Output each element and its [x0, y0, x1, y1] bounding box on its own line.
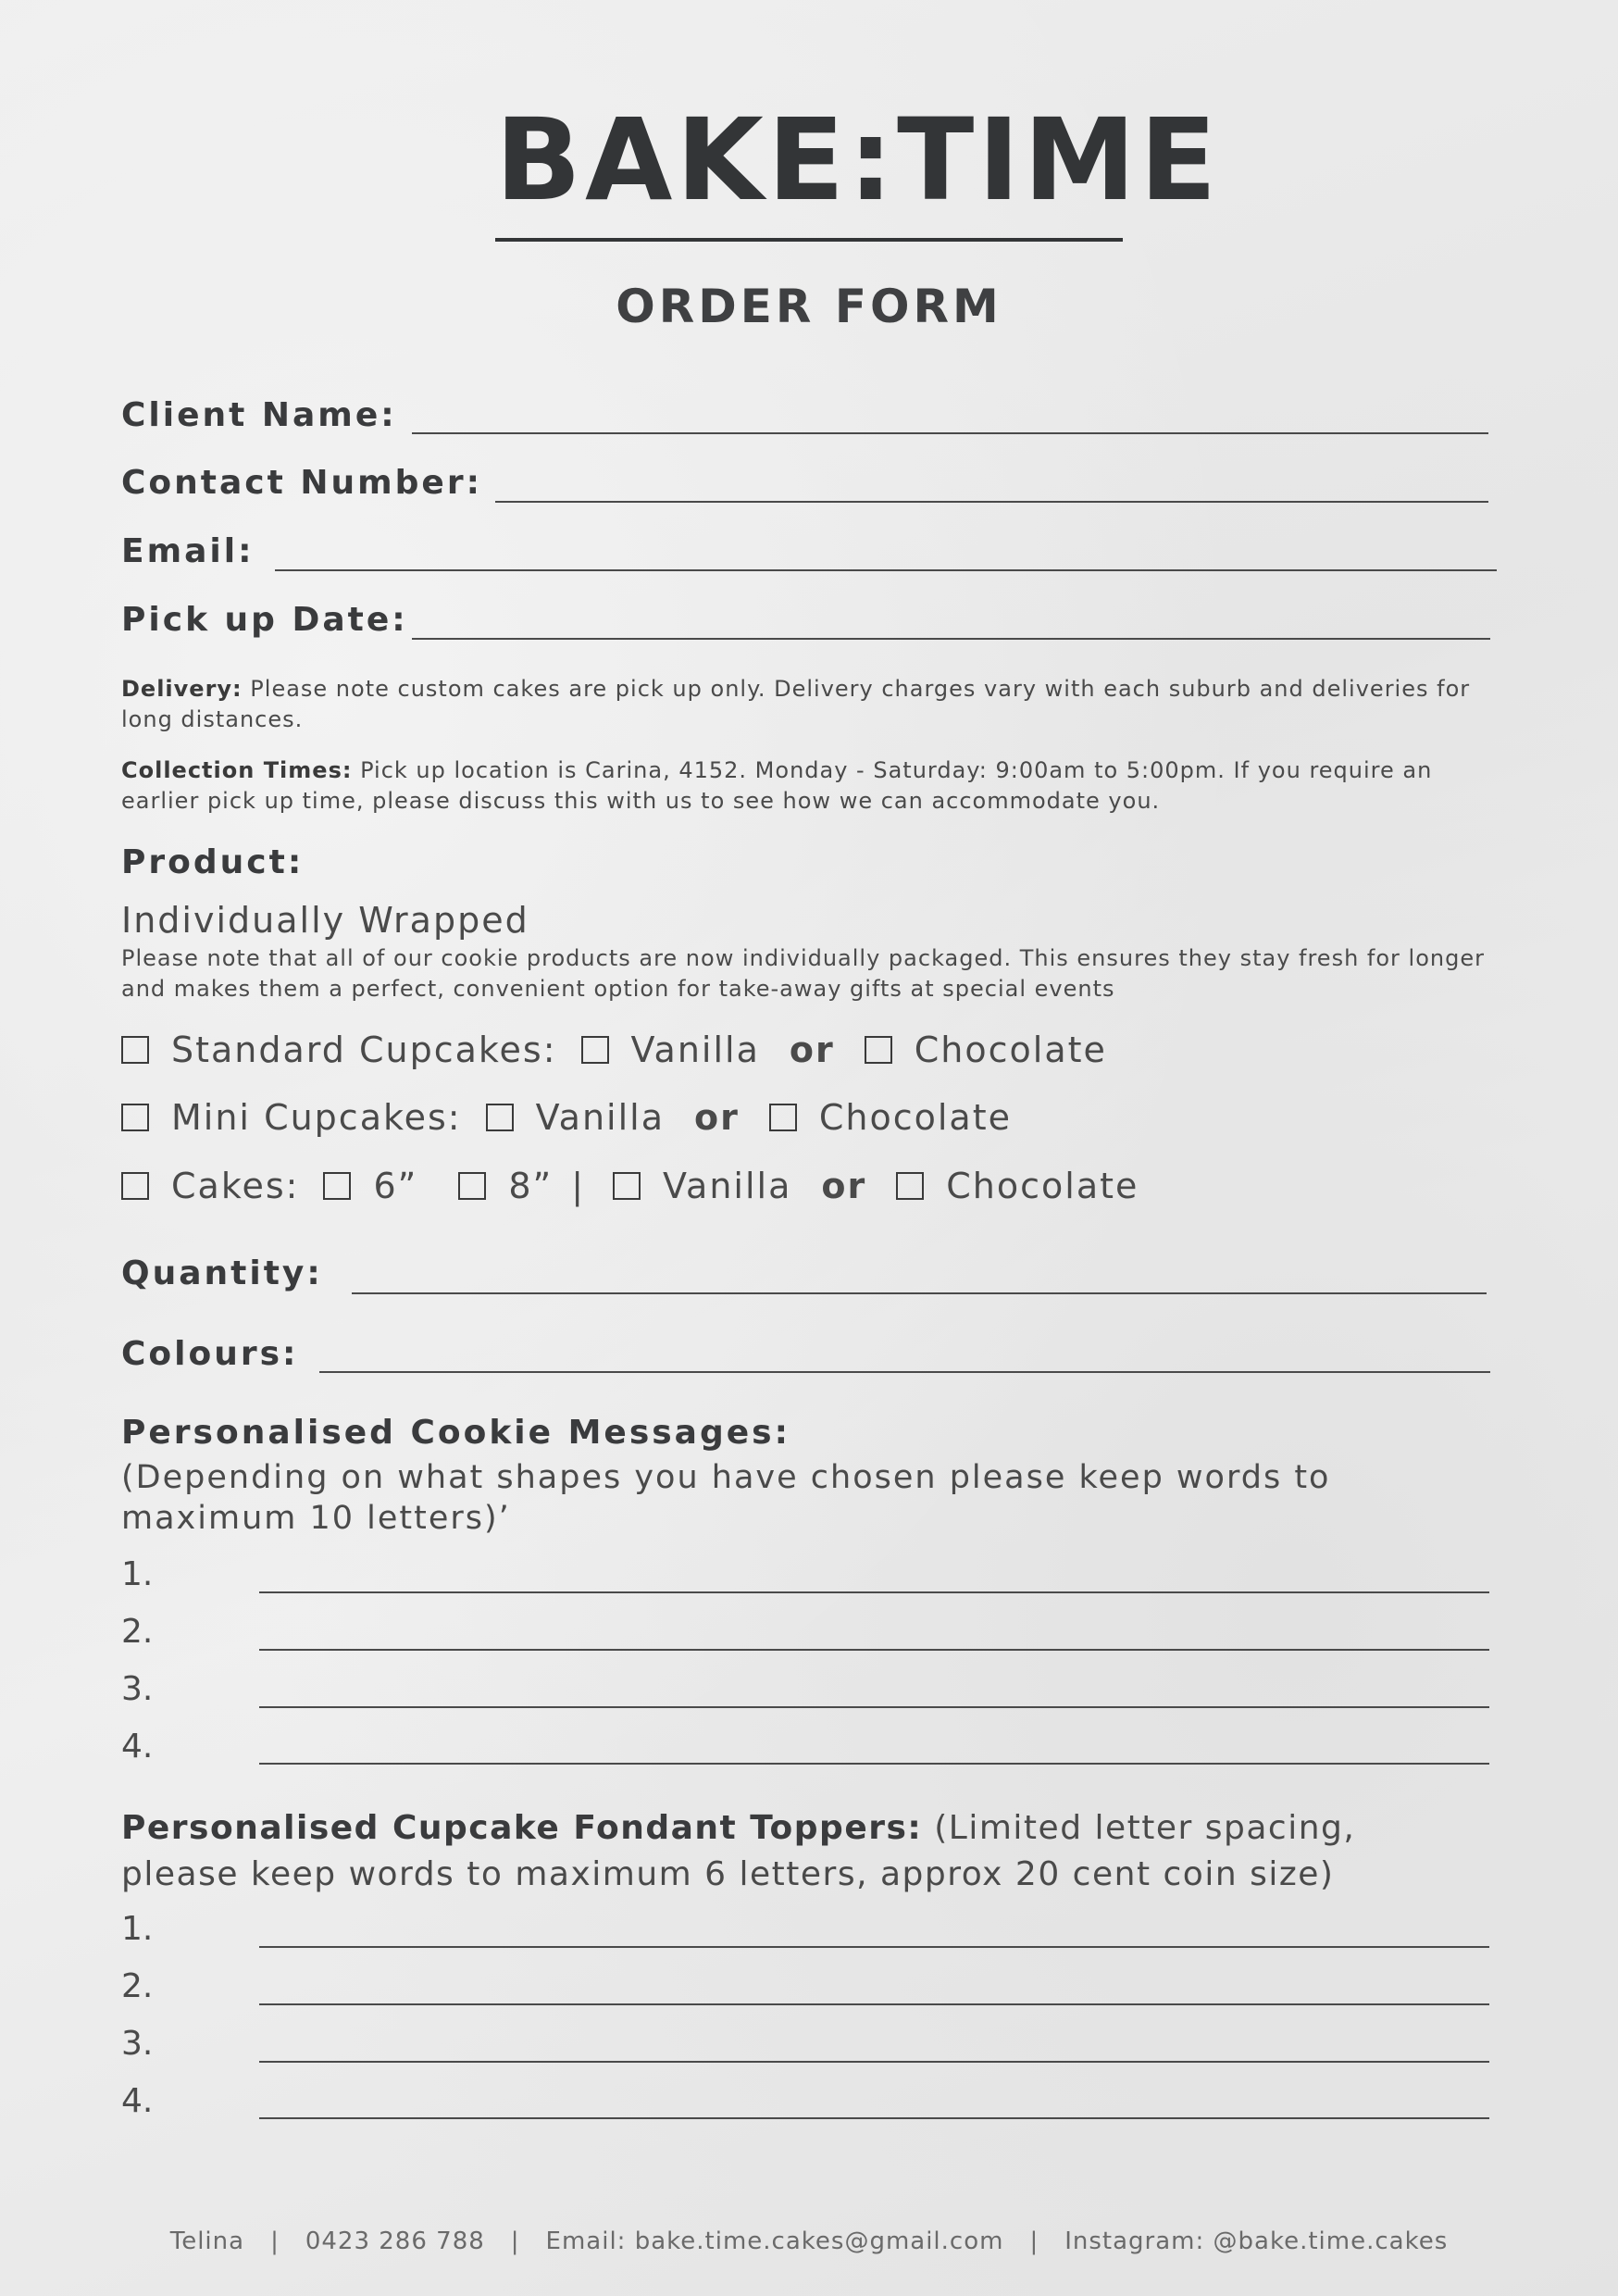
six-inch-label: 6” [373, 1166, 418, 1206]
mini-cupcakes-checkbox[interactable] [121, 1104, 149, 1131]
or-label: or [821, 1166, 867, 1206]
cake-chocolate-checkbox[interactable] [896, 1172, 924, 1200]
cookie-number: 3. [121, 1670, 154, 1708]
vanilla-label: Vanilla [630, 1029, 760, 1070]
footer-separator: | [1029, 2227, 1039, 2255]
cookie-number: 2. [121, 1613, 154, 1651]
cookie-number: 4. [121, 1728, 154, 1766]
footer-instagram: Instagram: @bake.time.cakes [1064, 2227, 1449, 2255]
footer-phone: 0423 286 788 [305, 2227, 485, 2255]
topper-field-1[interactable] [259, 1946, 1489, 1948]
pickup-date-label: Pick up Date: [121, 601, 408, 639]
chocolate-label: Chocolate [914, 1029, 1107, 1070]
product-subheading: Individually Wrapped [121, 900, 529, 941]
topper-number: 2. [121, 1967, 154, 2005]
cookie-number: 1. [121, 1555, 154, 1593]
contact-number-label: Contact Number: [121, 464, 482, 502]
collection-note [121, 755, 1491, 817]
product-heading: Product: [121, 843, 305, 881]
cookie-message-field-3[interactable] [259, 1706, 1489, 1708]
email-label: Email: [121, 532, 255, 570]
topper-field-4[interactable] [259, 2117, 1489, 2119]
mini-cupcakes-label: Mini Cupcakes: [171, 1097, 462, 1138]
six-inch-checkbox[interactable] [323, 1172, 351, 1200]
divider: | [571, 1166, 586, 1206]
delivery-text: Please note custom cakes are pick up only. Delivery charges vary with each suburb and deliveries for long distances. [121, 676, 1471, 732]
cookie-messages-note: (Depending on what shapes you have chosen please keep words to maximum 10 letters)’ [121, 1459, 1331, 1537]
client-name-label: Client Name: [121, 396, 397, 434]
chocolate-label: Chocolate [946, 1166, 1139, 1206]
cake-vanilla-checkbox[interactable] [613, 1172, 641, 1200]
colours-field[interactable] [319, 1371, 1490, 1373]
topper-field-3[interactable] [259, 2061, 1489, 2063]
contact-number-field[interactable] [495, 501, 1488, 503]
topper-number: 3. [121, 2025, 154, 2063]
footer-separator: | [270, 2227, 280, 2255]
mini-cupcakes-row [121, 1097, 1012, 1138]
pickup-date-field[interactable] [412, 638, 1490, 640]
fondant-toppers-heading: Personalised Cupcake Fondant Toppers: [121, 1809, 923, 1847]
standard-cupcakes-label: Standard Cupcakes: [171, 1029, 557, 1070]
footer [0, 2227, 1618, 2255]
collection-label: Collection Times: [121, 757, 353, 783]
collection-text: Pick up location is Carina, 4152. Monday - Saturday: 9:00am to 5:00pm. If you require an earlier pick up time, please discuss this with us to see how we can accommodate you. [121, 757, 1433, 814]
quantity-field[interactable] [352, 1292, 1487, 1294]
standard-chocolate-checkbox[interactable] [865, 1036, 892, 1064]
footer-name: Telina [169, 2227, 245, 2255]
chocolate-label: Chocolate [818, 1097, 1012, 1138]
standard-vanilla-checkbox[interactable] [581, 1036, 609, 1064]
footer-separator: | [510, 2227, 520, 2255]
fondant-toppers-section [121, 1805, 1454, 1898]
or-label: or [694, 1097, 740, 1138]
delivery-label: Delivery: [121, 676, 243, 702]
cookie-message-field-1[interactable] [259, 1591, 1489, 1593]
quantity-label: Quantity: [121, 1254, 323, 1292]
or-label: or [789, 1029, 835, 1070]
cakes-label: Cakes: [171, 1166, 300, 1206]
email-field[interactable] [275, 569, 1497, 571]
eight-inch-checkbox[interactable] [458, 1172, 486, 1200]
fondant-toppers-note: (Limited letter spacing, please keep words to maximum 6 letters, approx 20 cent coin size) [121, 1809, 1356, 1893]
eight-inch-label: 8” [508, 1166, 554, 1206]
mini-chocolate-checkbox[interactable] [769, 1104, 797, 1131]
cakes-row [121, 1166, 1139, 1206]
standard-cupcakes-checkbox[interactable] [121, 1036, 149, 1064]
topper-number: 1. [121, 1910, 154, 1948]
page-title: ORDER FORM [616, 280, 1002, 333]
topper-number: 4. [121, 2082, 154, 2120]
standard-cupcakes-row [121, 1029, 1107, 1070]
logo: BAKE:TIME [495, 94, 1221, 226]
vanilla-label: Vanilla [663, 1166, 792, 1206]
client-name-field[interactable] [412, 432, 1488, 434]
cakes-checkbox[interactable] [121, 1172, 149, 1200]
mini-vanilla-checkbox[interactable] [486, 1104, 514, 1131]
footer-email: Email: bake.time.cakes@gmail.com [545, 2227, 1004, 2255]
delivery-note [121, 674, 1491, 735]
cookie-message-field-4[interactable] [259, 1763, 1489, 1765]
product-note: Please note that all of our cookie products are now individually packaged. This ensures they stay fresh for longer and makes them a perfect, convenient option for take-away gifts at special events [121, 945, 1485, 1002]
topper-field-2[interactable] [259, 2003, 1489, 2005]
cookie-messages-heading: Personalised Cookie Messages: [121, 1414, 790, 1452]
cookie-message-field-2[interactable] [259, 1649, 1489, 1651]
vanilla-label: Vanilla [535, 1097, 665, 1138]
colours-label: Colours: [121, 1335, 299, 1373]
logo-divider [495, 238, 1123, 242]
